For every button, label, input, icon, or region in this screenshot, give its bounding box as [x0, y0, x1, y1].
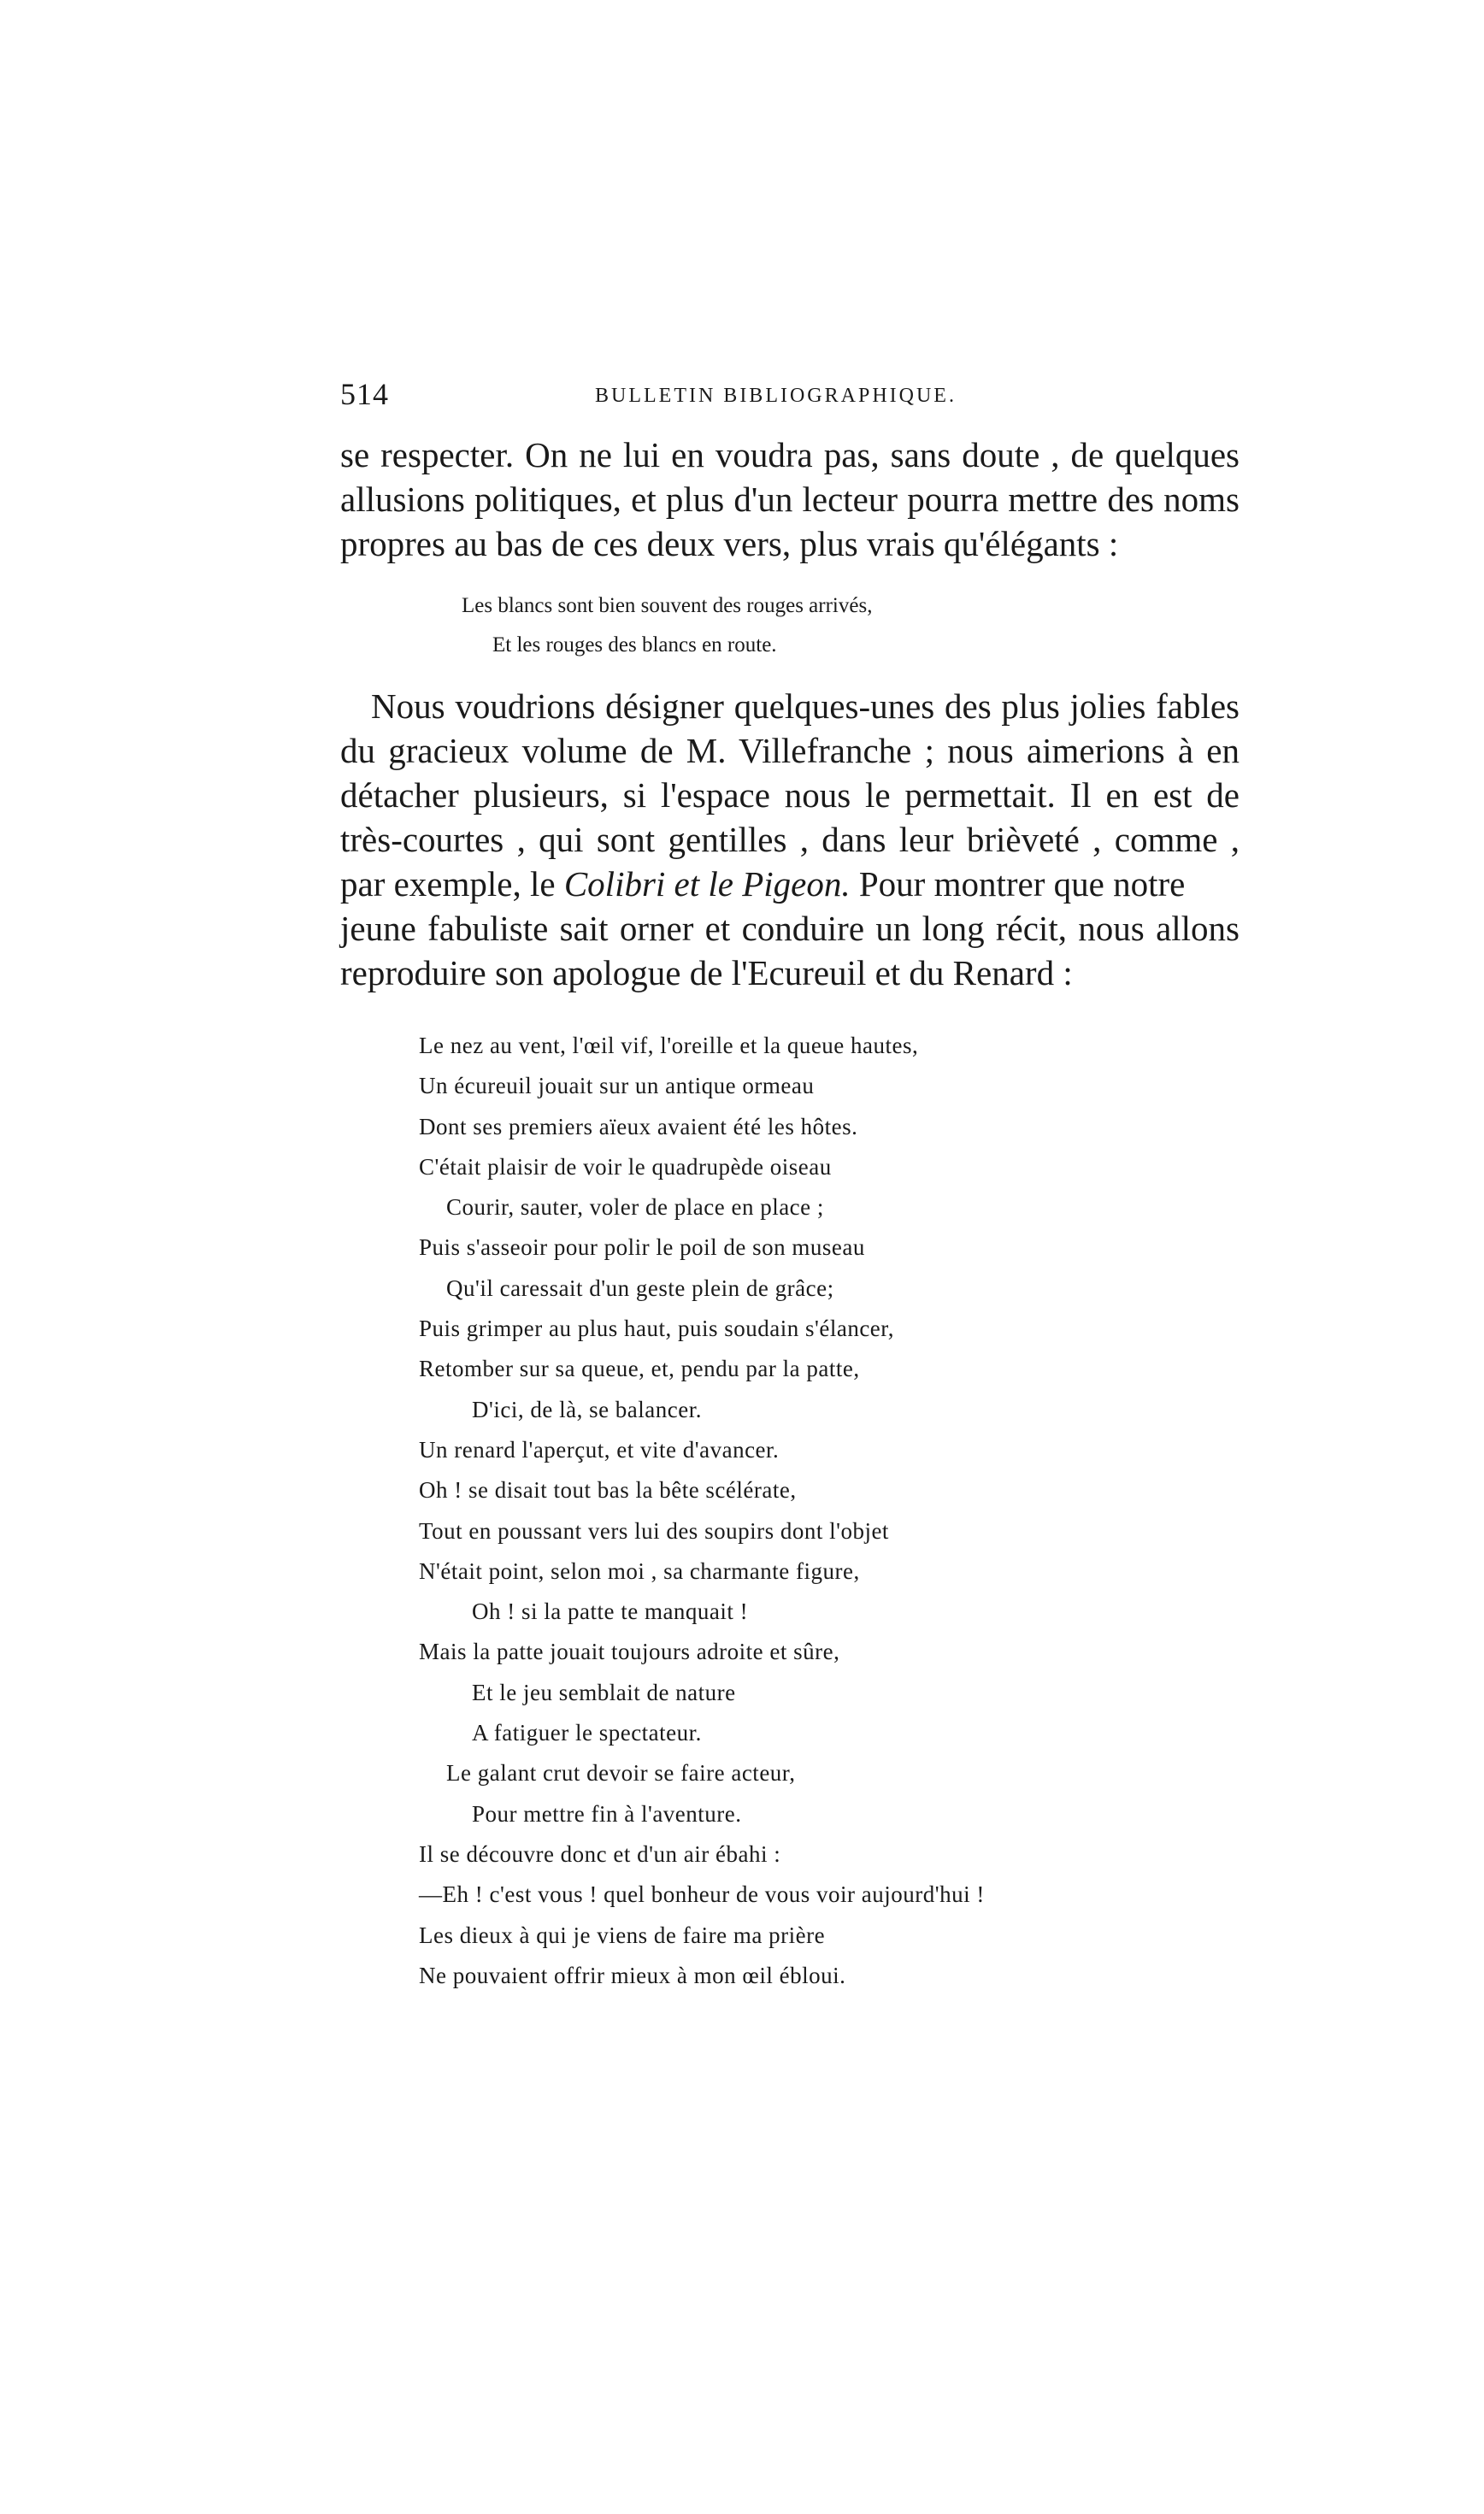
poem-line: Oh ! se disait tout bas la bête scélérate,	[419, 1477, 797, 1504]
poem-line: Dont ses premiers aïeux avaient été les hôtes.	[419, 1113, 858, 1139]
poem-line: N'était point, selon moi , sa charmante figure,	[419, 1557, 860, 1584]
quote-line: Les blancs sont bien souvent des rouges arrivés,	[462, 594, 873, 617]
poem-line: Il se découvre donc et d'un air ébahi :	[419, 1840, 781, 1867]
poem-line: Ne pouvaient offrir mieux à mon œil ébloui.	[419, 1962, 846, 1988]
poem-line: Un renard l'aperçut, et vite d'avancer.	[419, 1436, 780, 1463]
poem-line: Un écureuil jouait sur un antique ormeau	[419, 1073, 815, 1099]
text-line: allusions politiques, et plus d'un lecteur pourra mettre des noms	[340, 480, 1240, 519]
paragraph-1	[340, 433, 1240, 566]
text-line	[340, 862, 1240, 906]
poem-line: Pour mettre fin à l'aventure.	[472, 1800, 742, 1827]
text-line: du gracieux volume de M. Villefranche ; nous aimerions à en	[340, 731, 1240, 770]
poem-line: Retomber sur sa queue, et, pendu par la patte,	[419, 1356, 860, 1382]
poem-line: Tout en poussant vers lui des soupirs dont l'objet	[419, 1517, 889, 1544]
paragraph-2	[340, 684, 1240, 995]
poem-line: D'ici, de là, se balancer.	[472, 1396, 702, 1422]
text-line: se respecter. On ne lui en voudra pas, sans doute , de quelques	[340, 435, 1240, 474]
text-line: très-courtes , qui sont gentilles , dans leur brièveté , comme ,	[340, 820, 1240, 859]
poem-line: Mais la patte jouait toujours adroite et sûre,	[419, 1639, 840, 1665]
poem-line: Oh ! si la patte te manquait !	[472, 1598, 749, 1625]
poem-line: C'était plaisir de voir le quadrupède oiseau	[419, 1153, 832, 1180]
poem-line: Qu'il caressait d'un geste plein de grâce;	[446, 1275, 834, 1301]
poem-line: A fatiguer le spectateur.	[472, 1720, 702, 1746]
text-line: reproduire son apologue de l'Ecureuil et du Renard :	[340, 953, 1073, 992]
poem-line: Les dieux à qui je viens de faire ma prière	[419, 1922, 826, 1948]
quote-line: Et les rouges des blancs en route.	[492, 633, 777, 656]
poem-line: Puis s'asseoir pour polir le poil de son museau	[419, 1234, 865, 1261]
text-fragment: par exemple, le	[340, 864, 556, 904]
poem-line: Puis grimper au plus haut, puis soudain s'élancer,	[419, 1316, 894, 1342]
poem-line: Courir, sauter, voler de place en place ;	[446, 1194, 824, 1221]
poem-line: —Eh ! c'est vous ! quel bonheur de vous voir aujourd'hui !	[419, 1881, 985, 1908]
verse-quote	[462, 586, 872, 665]
text-line: propres au bas de ces deux vers, plus vrais qu'élégants :	[340, 524, 1119, 563]
page-number: 514	[340, 377, 389, 411]
running-head: BULLETIN BIBLIOGRAPHIQUE.	[595, 385, 957, 407]
fable-title: Colibri et le Pigeon.	[563, 864, 851, 904]
poem-line: Le galant crut devoir se faire acteur,	[446, 1760, 796, 1787]
fable-poem	[419, 1026, 985, 1996]
text-line: Nous voudrions désigner quelques-unes des plus jolies fables	[371, 686, 1240, 726]
poem-line: Et le jeu semblait de nature	[472, 1679, 736, 1705]
text-line: jeune fabuliste sait orner et conduire un long récit, nous allons	[340, 909, 1240, 948]
poem-line: Le nez au vent, l'œil vif, l'oreille et la queue hautes,	[419, 1033, 919, 1058]
text-line: détacher plusieurs, si l'espace nous le permettait. Il en est de	[340, 775, 1240, 815]
page-header	[340, 376, 1238, 427]
text-fragment: Pour montrer que notre	[858, 864, 1186, 904]
